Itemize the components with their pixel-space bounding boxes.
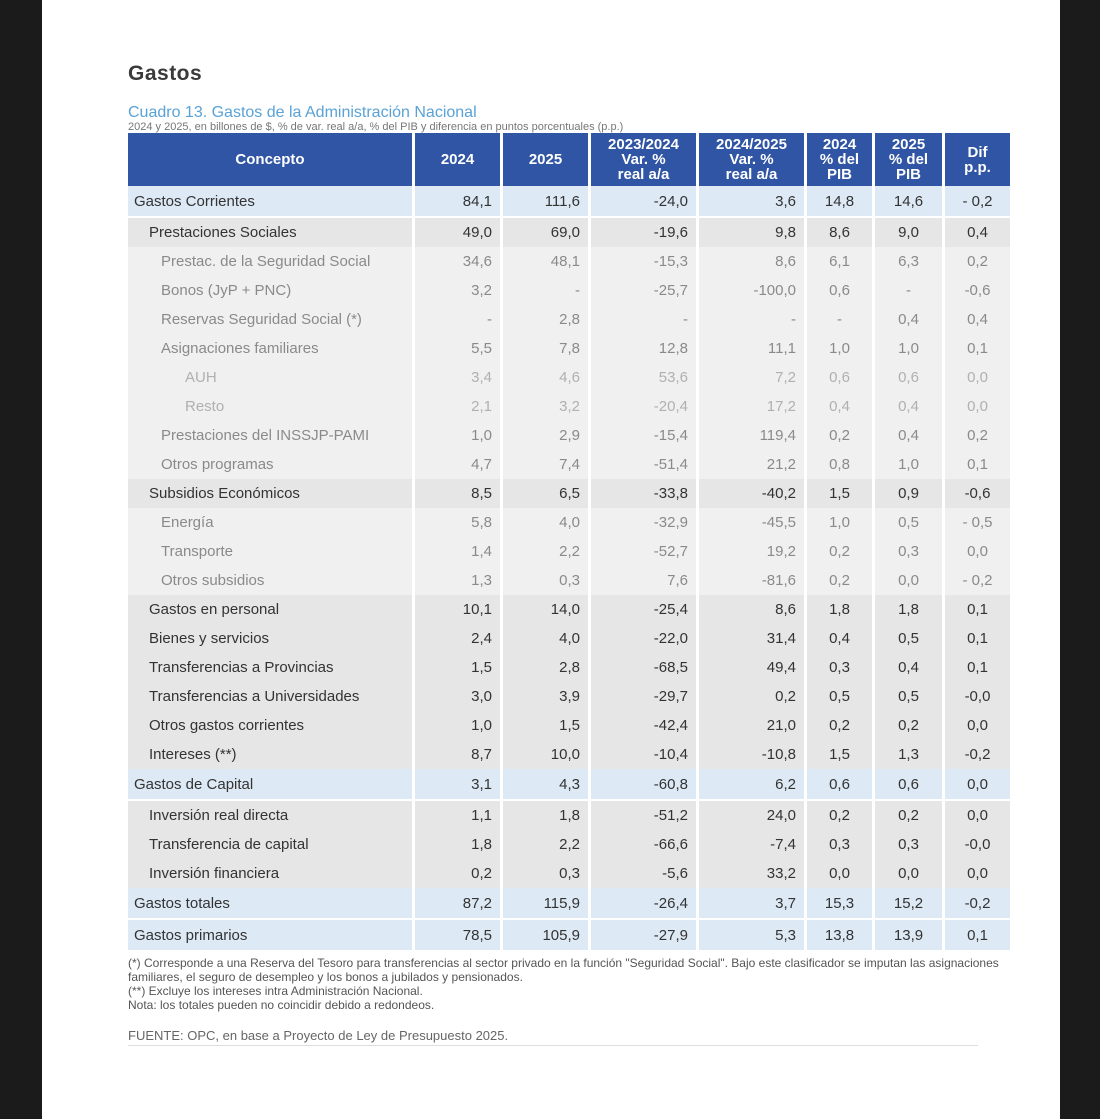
- table-cell: 1,8: [804, 595, 872, 624]
- table-cell: 21,2: [696, 450, 804, 479]
- table-cell: -26,4: [588, 888, 696, 920]
- table-cell: -33,8: [588, 479, 696, 508]
- table-row: [128, 508, 1010, 537]
- row-label: Reservas Seguridad Social (*): [128, 305, 412, 334]
- column-header-line: PIB: [895, 166, 921, 183]
- table-cell: 3,1: [412, 769, 500, 801]
- table-title: Cuadro 13. Gastos de la Administración Nacional: [128, 104, 477, 121]
- table-row: [128, 888, 1010, 920]
- row-label: Resto: [128, 392, 412, 421]
- column-header: [588, 133, 696, 186]
- table-cell: -0,0: [942, 682, 1010, 711]
- column-header-line: 2025: [528, 151, 563, 168]
- table-row: [128, 740, 1010, 769]
- table-cell: 7,8: [500, 334, 588, 363]
- table-cell: 0,4: [872, 653, 942, 682]
- table-cell: 0,3: [500, 566, 588, 595]
- table-cell: -22,0: [588, 624, 696, 653]
- table-cell: 0,1: [942, 450, 1010, 479]
- table-cell: -81,6: [696, 566, 804, 595]
- table-cell: 6,5: [500, 479, 588, 508]
- table-cell: 3,7: [696, 888, 804, 920]
- row-label: Transferencias a Universidades: [128, 682, 412, 711]
- table-cell: 6,1: [804, 247, 872, 276]
- table-cell: 2,2: [500, 537, 588, 566]
- table-cell: 1,5: [412, 653, 500, 682]
- table-cell: -19,6: [588, 218, 696, 247]
- table-cell: 3,4: [412, 363, 500, 392]
- table-cell: -29,7: [588, 682, 696, 711]
- table-cell: 0,2: [804, 801, 872, 830]
- table-cell: -51,2: [588, 801, 696, 830]
- table-cell: -5,6: [588, 859, 696, 888]
- table-cell: 0,2: [696, 682, 804, 711]
- table-subtitle: 2024 y 2025, en billones de $, % de var. real a/a, % del PIB y diferencia en puntos porcentuales (p.p.): [128, 121, 624, 133]
- table-cell: 2,1: [412, 392, 500, 421]
- table-cell: 3,9: [500, 682, 588, 711]
- table-cell: 0,2: [872, 801, 942, 830]
- table-cell: 0,0: [872, 566, 942, 595]
- table-cell: -32,9: [588, 508, 696, 537]
- table-cell: 1,0: [872, 450, 942, 479]
- table-cell: 4,0: [500, 508, 588, 537]
- table-cell: 4,3: [500, 769, 588, 801]
- table-row: [128, 247, 1010, 276]
- table-cell: 0,0: [804, 859, 872, 888]
- table-cell: 53,6: [588, 363, 696, 392]
- column-header-line: 2023/2024: [608, 136, 679, 153]
- table-cell: 0,3: [872, 537, 942, 566]
- table-cell: -15,4: [588, 421, 696, 450]
- table-cell: 3,2: [500, 392, 588, 421]
- table-cell: 1,0: [872, 334, 942, 363]
- table-cell: 11,1: [696, 334, 804, 363]
- table-cell: 0,5: [872, 624, 942, 653]
- table-cell: 8,6: [804, 218, 872, 247]
- footnote: (*) Corresponde a una Reserva del Tesoro para transferencias al sector privado en la función "Seguridad Social". Bajo este clasificador se imputan las asignaciones familiares, el seguro de desempleo y los bonos a jubilados y pensionados.: [128, 956, 999, 984]
- table-cell: 0,0: [942, 537, 1010, 566]
- table-cell: 6,3: [872, 247, 942, 276]
- table-cell: 49,4: [696, 653, 804, 682]
- column-header-line: 2024: [822, 136, 857, 153]
- table-cell: 0,2: [804, 711, 872, 740]
- table-cell: 0,9: [872, 479, 942, 508]
- table-cell: - 0,2: [942, 186, 1010, 218]
- table-cell: 17,2: [696, 392, 804, 421]
- table-cell: 119,4: [696, 421, 804, 450]
- table-row: [128, 859, 1010, 888]
- table-cell: 2,2: [500, 830, 588, 859]
- table-cell: 105,9: [500, 920, 588, 952]
- content-area: [128, 62, 1010, 1046]
- column-header: [412, 133, 500, 186]
- table-cell: 19,2: [696, 537, 804, 566]
- column-header-line: 2024: [440, 151, 475, 168]
- table-cell: -: [412, 305, 500, 334]
- table-cell: 87,2: [412, 888, 500, 920]
- table-cell: 69,0: [500, 218, 588, 247]
- table-cell: 0,4: [872, 392, 942, 421]
- table-cell: -: [500, 276, 588, 305]
- table-cell: 0,0: [942, 801, 1010, 830]
- table-cell: 14,8: [804, 186, 872, 218]
- table-cell: 0,2: [412, 859, 500, 888]
- table-cell: -100,0: [696, 276, 804, 305]
- table-cell: -0,2: [942, 888, 1010, 920]
- table-row: [128, 186, 1010, 218]
- table-cell: -0,6: [942, 479, 1010, 508]
- table-cell: 0,4: [942, 218, 1010, 247]
- table-cell: 0,0: [872, 859, 942, 888]
- column-header-line: real a/a: [725, 166, 778, 183]
- table-row: [128, 920, 1010, 952]
- table-cell: 0,1: [942, 595, 1010, 624]
- row-label: Intereses (**): [128, 740, 412, 769]
- table-cell: 0,1: [942, 624, 1010, 653]
- table-cell: 0,6: [804, 363, 872, 392]
- table-cell: 24,0: [696, 801, 804, 830]
- table-cell: -27,9: [588, 920, 696, 952]
- table-cell: 8,6: [696, 247, 804, 276]
- table-cell: 0,2: [804, 537, 872, 566]
- table-cell: 1,0: [412, 421, 500, 450]
- table-cell: 0,4: [872, 421, 942, 450]
- table-cell: 0,8: [804, 450, 872, 479]
- table-cell: -45,5: [696, 508, 804, 537]
- table-body: [128, 186, 1010, 952]
- table-cell: 3,0: [412, 682, 500, 711]
- table-cell: 0,2: [942, 247, 1010, 276]
- table-row: [128, 479, 1010, 508]
- table-cell: 5,5: [412, 334, 500, 363]
- row-label: Bonos (JyP + PNC): [128, 276, 412, 305]
- row-label: Bienes y servicios: [128, 624, 412, 653]
- row-label: Inversión financiera: [128, 859, 412, 888]
- table-cell: 1,0: [804, 508, 872, 537]
- table-cell: 0,3: [804, 830, 872, 859]
- table-cell: 1,3: [872, 740, 942, 769]
- table-cell: 1,0: [804, 334, 872, 363]
- table-cell: 14,0: [500, 595, 588, 624]
- table-header-row: [128, 133, 1010, 186]
- table-cell: 33,2: [696, 859, 804, 888]
- table-cell: -25,4: [588, 595, 696, 624]
- table-cell: -: [872, 276, 942, 305]
- table-cell: 0,6: [804, 769, 872, 801]
- column-header-line: 2024/2025: [716, 136, 787, 153]
- table-cell: 0,6: [872, 769, 942, 801]
- table-cell: 1,3: [412, 566, 500, 595]
- table-cell: -52,7: [588, 537, 696, 566]
- table-cell: 0,2: [804, 566, 872, 595]
- table-cell: 31,4: [696, 624, 804, 653]
- table-cell: 49,0: [412, 218, 500, 247]
- section-title: Gastos: [128, 62, 203, 85]
- table-cell: -: [804, 305, 872, 334]
- table-row: [128, 363, 1010, 392]
- row-label: Transporte: [128, 537, 412, 566]
- source-note: FUENTE: OPC, en base a Proyecto de Ley de Presupuesto 2025.: [128, 1028, 978, 1046]
- row-label: Subsidios Económicos: [128, 479, 412, 508]
- table-cell: 4,0: [500, 624, 588, 653]
- table-cell: 9,0: [872, 218, 942, 247]
- table-cell: 7,6: [588, 566, 696, 595]
- table-cell: 0,3: [804, 653, 872, 682]
- table-cell: 1,5: [500, 711, 588, 740]
- table-cell: -20,4: [588, 392, 696, 421]
- table-cell: -0,0: [942, 830, 1010, 859]
- column-header-line: 2025: [891, 136, 926, 153]
- table-cell: -15,3: [588, 247, 696, 276]
- table-row: [128, 537, 1010, 566]
- table-cell: -25,7: [588, 276, 696, 305]
- table-cell: -7,4: [696, 830, 804, 859]
- table-cell: 0,0: [942, 711, 1010, 740]
- table-cell: -0,2: [942, 740, 1010, 769]
- table-cell: -0,6: [942, 276, 1010, 305]
- row-label: Gastos Corrientes: [128, 186, 412, 218]
- table-cell: 0,1: [942, 334, 1010, 363]
- table-cell: 0,4: [804, 392, 872, 421]
- table-cell: 3,2: [412, 276, 500, 305]
- table-cell: 15,2: [872, 888, 942, 920]
- row-label: Prestac. de la Seguridad Social: [128, 247, 412, 276]
- table-cell: 5,3: [696, 920, 804, 952]
- row-label: Otros programas: [128, 450, 412, 479]
- table-cell: 0,3: [872, 830, 942, 859]
- column-header-line: % del: [819, 151, 860, 168]
- table-cell: -66,6: [588, 830, 696, 859]
- table-cell: 7,4: [500, 450, 588, 479]
- table-cell: 13,8: [804, 920, 872, 952]
- row-label: Otros gastos corrientes: [128, 711, 412, 740]
- table-cell: 14,6: [872, 186, 942, 218]
- table-cell: 2,4: [412, 624, 500, 653]
- table-cell: 115,9: [500, 888, 588, 920]
- table-cell: -: [588, 305, 696, 334]
- table-cell: 0,0: [942, 392, 1010, 421]
- table-row: [128, 711, 1010, 740]
- table-row: [128, 595, 1010, 624]
- column-header-line: Var. %: [729, 151, 774, 168]
- table-cell: -10,4: [588, 740, 696, 769]
- table-cell: 6,2: [696, 769, 804, 801]
- row-label: Gastos en personal: [128, 595, 412, 624]
- table-cell: 10,0: [500, 740, 588, 769]
- column-header-line: p.p.: [964, 158, 991, 176]
- column-header: [804, 133, 872, 186]
- column-header-line: PIB: [826, 166, 852, 183]
- row-label: Transferencia de capital: [128, 830, 412, 859]
- table-cell: 1,8: [872, 595, 942, 624]
- table-cell: -51,4: [588, 450, 696, 479]
- table-notes: [128, 956, 1010, 1012]
- table-cell: -68,5: [588, 653, 696, 682]
- row-label: Otros subsidios: [128, 566, 412, 595]
- column-header-line: % del: [888, 151, 929, 168]
- row-label: Prestaciones Sociales: [128, 218, 412, 247]
- table-cell: 0,4: [942, 305, 1010, 334]
- table-cell: 4,7: [412, 450, 500, 479]
- table-row: [128, 218, 1010, 247]
- table-cell: -60,8: [588, 769, 696, 801]
- row-label: Energía: [128, 508, 412, 537]
- table-cell: 1,1: [412, 801, 500, 830]
- footnote: Nota: los totales pueden no coincidir debido a redondeos.: [128, 998, 435, 1012]
- row-label: Gastos primarios: [128, 920, 412, 952]
- table-cell: - 0,2: [942, 566, 1010, 595]
- column-header: [128, 133, 412, 186]
- table-cell: 9,8: [696, 218, 804, 247]
- table-row: [128, 392, 1010, 421]
- table-row: [128, 653, 1010, 682]
- table-cell: -42,4: [588, 711, 696, 740]
- table-cell: 1,4: [412, 537, 500, 566]
- table-cell: 21,0: [696, 711, 804, 740]
- row-label: Prestaciones del INSSJP-PAMI: [128, 421, 412, 450]
- table-cell: -: [696, 305, 804, 334]
- document-page: [42, 0, 1060, 1119]
- table-cell: 8,6: [696, 595, 804, 624]
- footnote: (**) Excluye los intereses intra Administración Nacional.: [128, 984, 423, 998]
- row-label: AUH: [128, 363, 412, 392]
- table-cell: 111,6: [500, 186, 588, 218]
- table-row: [128, 334, 1010, 363]
- expenses-table: [128, 133, 1010, 952]
- column-header: [942, 133, 1010, 186]
- table-cell: 0,0: [942, 363, 1010, 392]
- table-cell: 10,1: [412, 595, 500, 624]
- table-cell: 2,8: [500, 305, 588, 334]
- table-cell: 1,5: [804, 479, 872, 508]
- table-cell: 0,5: [872, 508, 942, 537]
- table-cell: 2,8: [500, 653, 588, 682]
- table-cell: 0,5: [804, 682, 872, 711]
- table-cell: 48,1: [500, 247, 588, 276]
- table-cell: 12,8: [588, 334, 696, 363]
- table-cell: 0,0: [942, 769, 1010, 801]
- table-cell: 7,2: [696, 363, 804, 392]
- column-header: [500, 133, 588, 186]
- row-label: Asignaciones familiares: [128, 334, 412, 363]
- table-cell: 0,1: [942, 920, 1010, 952]
- table-cell: 78,5: [412, 920, 500, 952]
- table-cell: 0,6: [872, 363, 942, 392]
- table-cell: 1,5: [804, 740, 872, 769]
- table-cell: 1,8: [412, 830, 500, 859]
- table-cell: 1,0: [412, 711, 500, 740]
- table-cell: 13,9: [872, 920, 942, 952]
- table-cell: 0,0: [942, 859, 1010, 888]
- table-cell: 0,2: [942, 421, 1010, 450]
- column-header-line: real a/a: [617, 166, 670, 183]
- table-cell: -10,8: [696, 740, 804, 769]
- table-cell: 34,6: [412, 247, 500, 276]
- table-cell: - 0,5: [942, 508, 1010, 537]
- table-cell: 5,8: [412, 508, 500, 537]
- table-cell: 3,6: [696, 186, 804, 218]
- table-row: [128, 305, 1010, 334]
- table-cell: 0,2: [804, 421, 872, 450]
- column-header-line: Dif: [967, 143, 988, 161]
- table-row: [128, 566, 1010, 595]
- table-cell: 0,5: [872, 682, 942, 711]
- table-cell: 0,3: [500, 859, 588, 888]
- table-cell: 0,4: [872, 305, 942, 334]
- row-label: Gastos de Capital: [128, 769, 412, 801]
- table-cell: 0,1: [942, 653, 1010, 682]
- table-cell: 0,4: [804, 624, 872, 653]
- table-cell: 8,5: [412, 479, 500, 508]
- table-cell: 1,8: [500, 801, 588, 830]
- table-row: [128, 450, 1010, 479]
- table-row: [128, 682, 1010, 711]
- column-header-line: Var. %: [621, 151, 666, 168]
- table-row: [128, 830, 1010, 859]
- row-label: Inversión real directa: [128, 801, 412, 830]
- table-cell: 15,3: [804, 888, 872, 920]
- column-header-line: Concepto: [235, 151, 305, 168]
- table-cell: -24,0: [588, 186, 696, 218]
- table-row: [128, 801, 1010, 830]
- table-cell: 84,1: [412, 186, 500, 218]
- row-label: Transferencias a Provincias: [128, 653, 412, 682]
- table-row: [128, 421, 1010, 450]
- table-row: [128, 769, 1010, 801]
- column-header: [872, 133, 942, 186]
- table-row: [128, 276, 1010, 305]
- table-cell: 8,7: [412, 740, 500, 769]
- column-header: [696, 133, 804, 186]
- row-label: Gastos totales: [128, 888, 412, 920]
- table-cell: 2,9: [500, 421, 588, 450]
- table-cell: -40,2: [696, 479, 804, 508]
- table-row: [128, 624, 1010, 653]
- table-cell: 0,6: [804, 276, 872, 305]
- table-cell: 4,6: [500, 363, 588, 392]
- table-cell: 0,2: [872, 711, 942, 740]
